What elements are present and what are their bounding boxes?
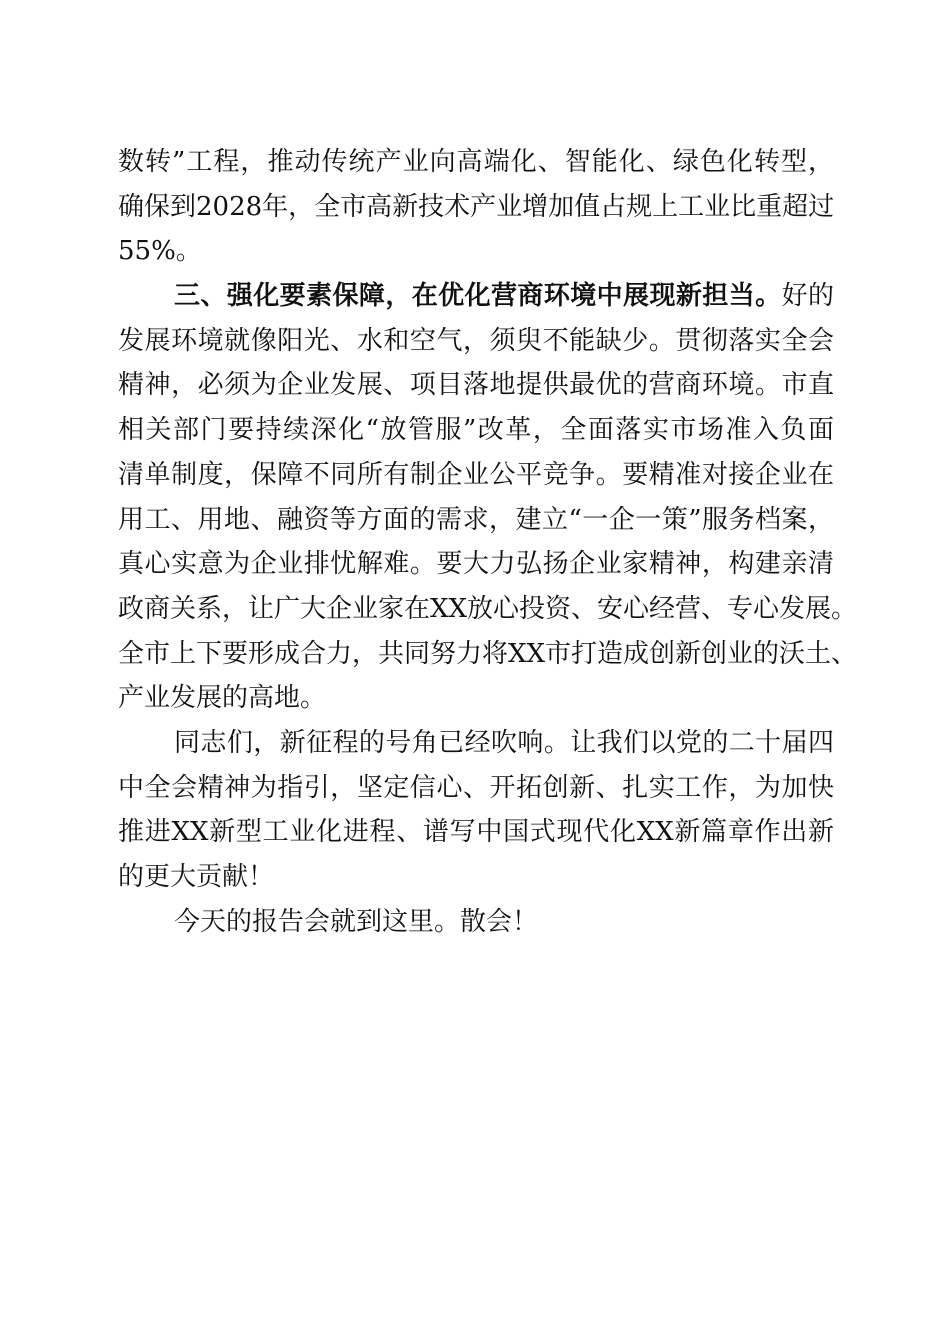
text-line: 用工、用地、融资等方面的需求，建立“一企一策”服务档案， [118,504,834,535]
text-line: 55%。 [118,236,202,267]
text-line: 产业发展的高地。 [118,683,327,714]
section-heading-line [118,274,834,319]
body-text [118,140,858,944]
text-line: 精神，必须为企业发展、项目落地提供最优的营商环境。市直 [118,370,834,401]
text-line: 清单制度，保障不同所有制企业公平竞争。要精准对接企业在 [118,459,834,490]
closing-line: 今天的报告会就到这里。散会！ [174,906,539,937]
text-line: 发展环境就像阳光、水和空气，须臾不能缺少。贯彻落实全会 [118,325,834,356]
text-line: 中全会精神为指引，坚定信心、开拓创新、扎实工作，为加快 [118,772,834,803]
text-line: 的更大贡献！ [118,862,275,892]
section-heading: 三、强化要素保障，在优化营商环境中展现新担当。 [174,281,782,312]
text-fragment: 好的 [781,281,834,312]
text-line: 相关部门要持续深化“放管服”改革，全面落实市场准入负面 [118,415,834,446]
text-line: 真心实意为企业排忧解难。要大力弘扬企业家精神，构建亲清 [118,549,834,580]
text-line: 政商关系，让广大企业家在XX放心投资、安心经营、专心发展。 [118,593,858,624]
text-line: 确保到2028年，全市高新技术产业增加值占规上工业比重超过 [118,191,835,222]
text-line: 全市上下要形成合力，共同努力将XX市打造成创新创业的沃土、 [118,638,858,669]
text-line: 同志们，新征程的号角已经吹响。让我们以党的二十届四 [174,727,834,758]
text-line: 数转”工程，推动传统产业向高端化、智能化、绿色化转型， [118,147,834,177]
text-line: 推进XX新型工业化进程、谱写中国式现代化XX新篇章作出新 [118,817,834,848]
